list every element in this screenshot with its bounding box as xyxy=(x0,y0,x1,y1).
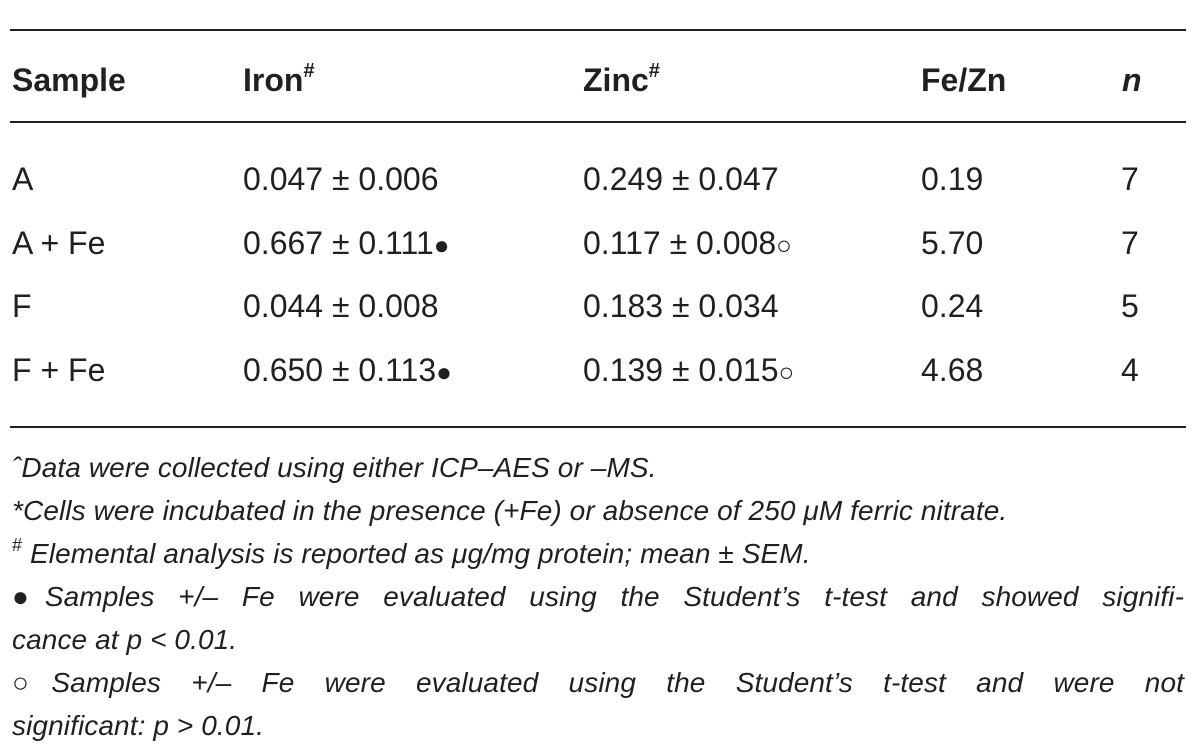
cell-n: 7 xyxy=(1121,225,1139,261)
cell-zinc-value: 0.249 ± 0.047 xyxy=(583,161,779,197)
table-bottom-rule xyxy=(10,426,1186,428)
cell-zinc xyxy=(583,225,792,263)
cell-iron xyxy=(243,288,439,326)
cell-sample: F xyxy=(12,288,32,324)
header-sample: Sample xyxy=(12,62,126,98)
header-iron-footnote-mark: # xyxy=(303,60,315,82)
header-zinc-label: Zinc xyxy=(583,62,649,98)
cell-sample: A + Fe xyxy=(12,225,106,261)
cell-fe-zn: 5.70 xyxy=(921,225,984,261)
footnote-units-text: Elemental analysis is reported as μg/mg protein; mean ± SEM. xyxy=(22,538,811,569)
open-circle-mark: ○ xyxy=(12,667,52,698)
cell-sample: A xyxy=(12,161,34,197)
cell-fe-zn: 0.19 xyxy=(921,161,984,197)
cell-zinc xyxy=(583,288,779,326)
table-header-rule xyxy=(10,121,1186,123)
cell-iron-value: 0.650 ± 0.113 xyxy=(243,352,437,388)
footnote-nonsignificant-line2: significant: p > 0.01. xyxy=(12,710,265,741)
header-iron xyxy=(243,62,315,103)
header-iron-label: Iron xyxy=(243,62,304,98)
cell-n: 5 xyxy=(1121,288,1139,324)
cell-n: 4 xyxy=(1121,352,1139,388)
cell-zinc-value: 0.139 ± 0.015 xyxy=(583,352,779,388)
header-fe-zn: Fe/Zn xyxy=(921,62,1007,98)
footnote-units xyxy=(12,532,1184,579)
nonsignificance-mark: ○ xyxy=(778,357,795,387)
cell-fe-zn: 0.24 xyxy=(921,288,984,324)
cell-zinc xyxy=(583,352,794,390)
footnote-significant-line2: cance at p < 0.01. xyxy=(12,624,238,655)
footnote-nonsignificant-text: Samples +/– Fe were evaluated using the Student’s t-test and were not xyxy=(51,667,1185,698)
header-zinc xyxy=(583,62,660,103)
cell-fe-zn: 4.68 xyxy=(921,352,984,388)
footnote-nonsignificant-line1 xyxy=(12,661,1184,704)
significance-mark: ● xyxy=(433,230,450,260)
footnote-significant-line1 xyxy=(12,575,1184,618)
header-zinc-footnote-mark: # xyxy=(648,60,660,82)
footnote-significant-text: Samples +/– Fe were evaluated using the Student’s t-test and showed signifi- xyxy=(44,581,1184,612)
cell-iron xyxy=(243,352,452,390)
footnote-data-collection: ˆData were collected using either ICP–AES or –MS. xyxy=(12,452,657,483)
cell-n: 7 xyxy=(1121,161,1139,197)
filled-circle-mark: ● xyxy=(12,581,45,612)
cell-iron-value: 0.044 ± 0.008 xyxy=(243,288,439,324)
cell-zinc-value: 0.117 ± 0.008 xyxy=(583,225,777,261)
cell-iron xyxy=(243,225,449,263)
footnote-hash-mark: # xyxy=(12,535,23,555)
cell-iron-value: 0.047 ± 0.006 xyxy=(243,161,439,197)
cell-iron xyxy=(243,161,439,199)
cell-zinc xyxy=(583,161,779,199)
nonsignificance-mark: ○ xyxy=(776,230,792,260)
significance-mark: ● xyxy=(436,357,452,387)
cell-iron-value: 0.667 ± 0.111 xyxy=(243,225,434,261)
cell-sample: F + Fe xyxy=(12,352,106,388)
footnote-incubation: *Cells were incubated in the presence (+Fe) or absence of 250 μM ferric nitrate. xyxy=(12,495,1008,526)
header-n: n xyxy=(1122,62,1142,98)
cell-zinc-value: 0.183 ± 0.034 xyxy=(583,288,779,324)
table-top-rule xyxy=(10,29,1186,31)
